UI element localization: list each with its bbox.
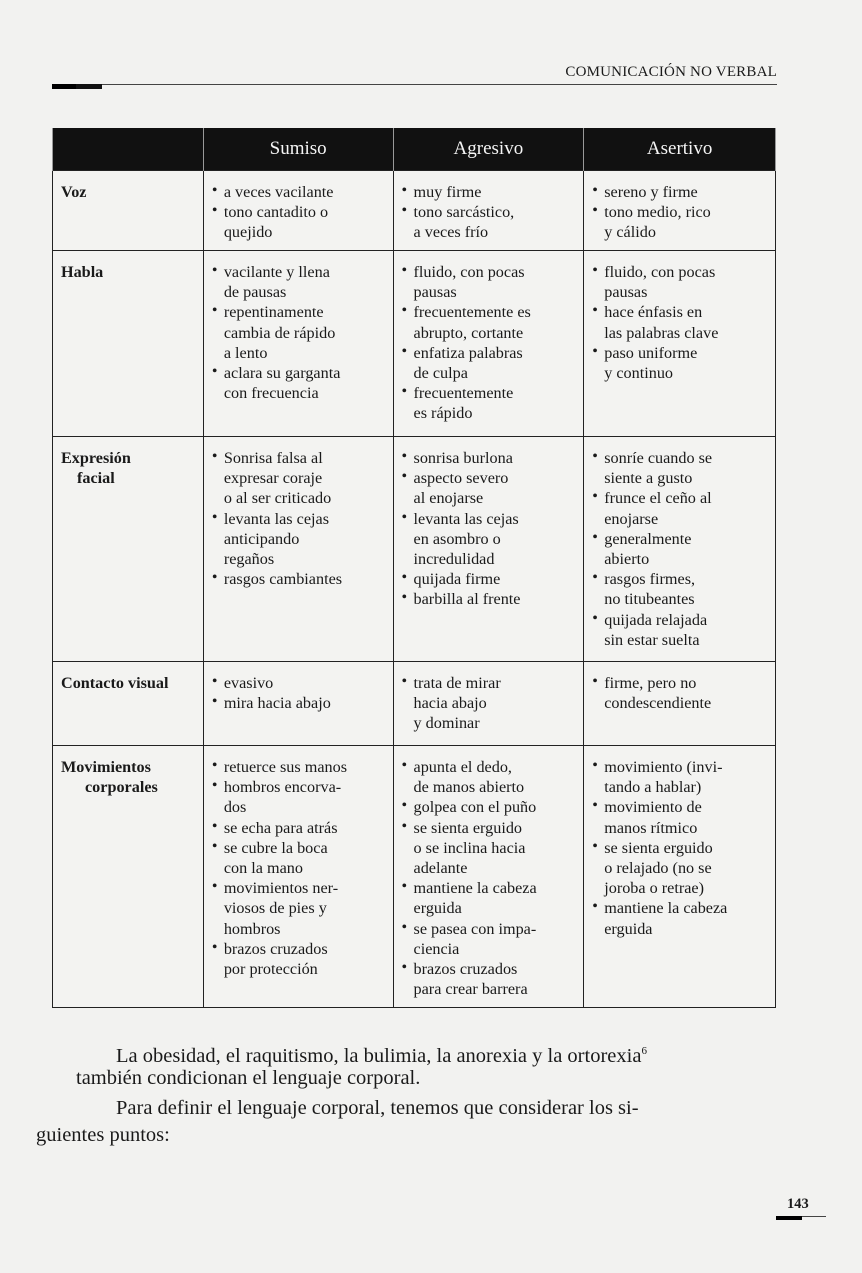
row-header-line: Movimientos — [61, 758, 151, 776]
list-item: • mantiene la cabeza erguida — [402, 878, 576, 918]
bullet-list — [592, 757, 767, 939]
list-item: • trata de mirar hacia abajo y dominar — [402, 673, 576, 734]
list-item: • se sienta erguido o se inclina hacia adelante — [402, 818, 576, 879]
cell-agresivo — [393, 171, 584, 251]
row-header — [53, 171, 204, 251]
table-header-row — [53, 128, 776, 171]
list-item: • quijada relajada sin estar suelta — [592, 610, 767, 650]
table-row — [53, 746, 776, 1008]
list-item: • firme, pero no condescendiente — [592, 673, 767, 713]
bullet-list — [592, 262, 767, 383]
row-header — [53, 437, 204, 662]
list-item: • hombros encorva- dos — [212, 777, 385, 817]
bullet-list — [592, 673, 767, 713]
list-item: • Sonrisa falsa al expresar coraje o al ser criticado — [212, 448, 385, 509]
list-item: • levanta las cejas en asombro o incredulidad — [402, 509, 576, 570]
list-item: • tono sarcástico, a veces frío — [402, 202, 576, 242]
comparison-table — [52, 128, 776, 1008]
body-paragraph-1-cont — [76, 1065, 776, 1092]
cell-asertivo — [584, 251, 776, 437]
cell-agresivo — [393, 662, 584, 746]
bullet-list — [212, 262, 385, 403]
page-number: 143 — [787, 1196, 809, 1212]
list-item: • enfatiza palabras de culpa — [402, 343, 576, 383]
column-header-sumiso: Sumiso — [203, 128, 393, 171]
list-item: • brazos cruzados por protección — [212, 939, 385, 979]
bullet-list — [592, 182, 767, 243]
cell-agresivo — [393, 437, 584, 662]
list-item: • evasivo — [212, 673, 385, 693]
bullet-list — [212, 182, 385, 243]
table-row — [53, 171, 776, 251]
list-item: • frecuentemente es rápido — [402, 383, 576, 423]
list-item: • sonrisa burlona — [402, 448, 576, 468]
bullet-list — [212, 448, 385, 589]
row-header-line: Habla — [61, 263, 104, 281]
header-mark — [52, 84, 102, 89]
list-item: • hace énfasis en las palabras clave — [592, 302, 767, 342]
list-item: • tono cantadito o quejido — [212, 202, 385, 242]
bullet-list — [212, 757, 385, 979]
list-item: • levanta las cejas anticipando regaños — [212, 509, 385, 570]
column-header-agresivo: Agresivo — [393, 128, 584, 171]
list-item: • movimientos ner- viosos de pies y hombros — [212, 878, 385, 939]
list-item: • rasgos firmes, no titubeantes — [592, 569, 767, 609]
cell-asertivo — [584, 171, 776, 251]
cell-asertivo — [584, 437, 776, 662]
body-paragraph-2 — [36, 1095, 776, 1149]
list-item: • vacilante y llena de pausas — [212, 262, 385, 302]
row-header-line: Voz — [61, 183, 87, 201]
footer-mark — [776, 1216, 802, 1220]
list-item: • generalmente abierto — [592, 529, 767, 569]
list-item: • se cubre la boca con la mano — [212, 838, 385, 878]
paragraph-1-text: La obesidad, el raquitismo, la bulimia, la anorexia y la ortorexia — [116, 1044, 642, 1067]
row-header — [53, 746, 204, 1008]
list-item: • sereno y firme — [592, 182, 767, 202]
cell-asertivo — [584, 746, 776, 1008]
column-header-empty — [53, 128, 204, 171]
list-item: • frunce el ceño al enojarse — [592, 488, 767, 528]
list-item: • sonríe cuando se siente a gusto — [592, 448, 767, 488]
list-item: • mantiene la cabeza erguida — [592, 898, 767, 938]
list-item: • tono medio, rico y cálido — [592, 202, 767, 242]
header-rule — [52, 84, 777, 85]
paragraph-1-continuation: también condicionan el lenguaje corporal. — [76, 1067, 421, 1089]
cell-sumiso — [203, 746, 393, 1008]
row-header-line: corporales — [85, 778, 158, 797]
list-item: • golpea con el puño — [402, 797, 576, 817]
cell-agresivo — [393, 251, 584, 437]
cell-sumiso — [203, 251, 393, 437]
bullet-list — [592, 448, 767, 650]
list-item: • quijada firme — [402, 569, 576, 589]
bullet-list — [402, 262, 576, 424]
list-item: • retuerce sus manos — [212, 757, 385, 777]
list-item: • muy firme — [402, 182, 576, 202]
list-item: • paso uniforme y continuo — [592, 343, 767, 383]
running-head-title: COMUNICACIÓN NO VERBAL — [565, 64, 777, 80]
row-header — [53, 662, 204, 746]
list-item: • aclara su garganta con frecuencia — [212, 363, 385, 403]
table-row — [53, 437, 776, 662]
row-header-line: Contacto visual — [61, 674, 169, 692]
list-item: • brazos cruzados para crear barrera — [402, 959, 576, 999]
cell-agresivo — [393, 746, 584, 1008]
table-row — [53, 251, 776, 437]
column-header-asertivo: Asertivo — [584, 128, 776, 171]
bullet-list — [212, 673, 385, 713]
list-item: • mira hacia abajo — [212, 693, 385, 713]
bullet-list — [402, 182, 576, 243]
list-item: • se sienta erguido o relajado (no se joroba o retrae) — [592, 838, 767, 899]
list-item: • se echa para atrás — [212, 818, 385, 838]
row-header-line: facial — [77, 469, 115, 488]
cell-sumiso — [203, 437, 393, 662]
footnote-ref: 6 — [641, 1045, 647, 1057]
bullet-list — [402, 757, 576, 999]
list-item: • se pasea con impa- ciencia — [402, 919, 576, 959]
table-row — [53, 662, 776, 746]
paragraph-2-text: Para definir el lenguaje corporal, tenemos que considerar los si- guientes puntos: — [36, 1097, 639, 1146]
cell-sumiso — [203, 662, 393, 746]
list-item: • aspecto severo al enojarse — [402, 468, 576, 508]
list-item: • a veces vacilante — [212, 182, 385, 202]
list-item: • rasgos cambiantes — [212, 569, 385, 589]
bullet-list — [402, 448, 576, 610]
list-item: • frecuentemente es abrupto, cortante — [402, 302, 576, 342]
list-item: • repentinamente cambia de rápido a lento — [212, 302, 385, 363]
list-item: • movimiento (invi- tando a hablar) — [592, 757, 767, 797]
bullet-list — [402, 673, 576, 734]
list-item: • apunta el dedo, de manos abierto — [402, 757, 576, 797]
list-item: • fluido, con pocas pausas — [402, 262, 576, 302]
row-header-line: Expresión — [61, 449, 131, 467]
cell-sumiso — [203, 171, 393, 251]
row-header — [53, 251, 204, 437]
list-item: • barbilla al frente — [402, 589, 576, 609]
list-item: • fluido, con pocas pausas — [592, 262, 767, 302]
cell-asertivo — [584, 662, 776, 746]
list-item: • movimiento de manos rítmico — [592, 797, 767, 837]
